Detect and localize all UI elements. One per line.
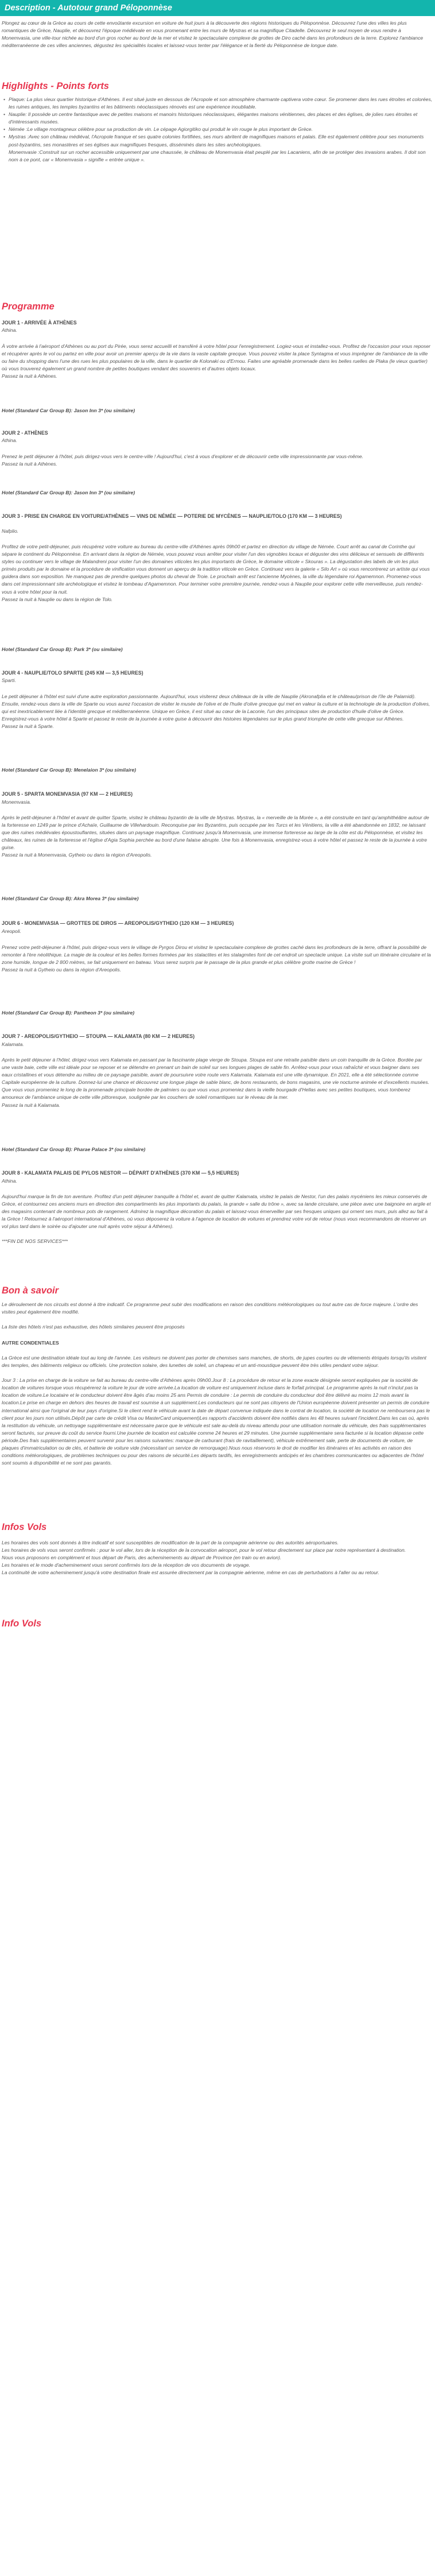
highlight-item: • Némée :Le village montagneux célèbre pour sa production de vin. Le cépage Agiorgitiko qui produit le vin rouge le plus important de Grèce. [9,126,434,133]
day-hotel: Hotel (Standard Car Group B): Pharae Palace 3* (ou similaire) [2,1146,146,1152]
day-hotel: Hotel (Standard Car Group B): Akra Morea 3* (ou similaire) [2,896,139,901]
highlight-item: • Nauplie: Il possède un centre fantastique avec de petites maisons et manoirs historiques néoclassiques, élégantes maisons vénitiennes, des places et des églises, de jolies rues étroites et d'intéressants musées. [9,111,434,126]
day-hotel: Hotel (Standard Car Group B): Pantheon 3* (ou similaire) [2,1010,135,1016]
day-description: Profitez de votre petit-déjeuner, puis récupérez votre voiture au bureau du centre-ville d'Athènes après 09h00 et partez en direction du village de Némée. Court arrêt au canal de Corinthe qui sépare le continent du Péloponnèse. En arrivant dans la région de Némée, vous pouvez vous arrêter pour visiter l'un des vignobles locaux et déguster des vins délicieux et sensuels de différents styles ou continuer vers le village de Malandreni pour visiter l'un des domaines viticoles les plus importants de Grèce, le domaine viticole « Skouras ». La dégustation des labels de vin les plus primés produits par le domaine et la procédure de vinification vous donnent un aperçu de la tradition viticole en Grèce. Continuez vers la galerie « Silo Art » où vous rencontrerez un artiste qui vous guidera dans son exposition. Ne manquez pas de prendre quelques photos du cheval de Troie. Le prochain arrêt est l'ancienne Mycènes, la ville du légendaire roi Agamemnon. Promenez-vous dans cet impressionnant site archéologique et visitez le tombeau d'Agamemnon. Pour terminer votre première journée, rendez-vous à Nauplie pour explorer cette ville merveilleuse, puis rendez-vous à votre hôtel pour la nuit. Passez la nuit à Nauplie ou dans la région de Tolo. [2,544,430,602]
highlights-title: Highlights - Points forts [2,81,109,91]
day-description: Prenez votre petit-déjeuner à l'hôtel, puis dirigez-vous vers le village de Pyrgos Dirou et visitez le spectaculaire complexe de grottes caché dans les profondeurs de la terre, offrant la possibilité de remonter à l'ère néolithique. La magie de la couleur et les belles formes formées par les stalactites et les stalagmites font de cet endroit un spectacle unique. La visite suit un itinéraire circulaire et la zone humide, longue de 2 800 mètres, se fait uniquement en bateau. Vous serez surpris par le passage de la plus grande et plus célèbre grotte marine de Grèce ! Passez la nuit à Gytheio ou dans la région d'Areopolis. [2,944,431,973]
day-hotel: Hotel (Standard Car Group B): Jason Inn 3* (ou similaire) [2,490,135,495]
day-description: Après le petit déjeuner à l'hôtel, dirigez-vous vers Kalamata en passant par la fascinante plage vierge de Stoupa. Stoupa est une retraite paisible dans un coin tranquille de la Grèce. Bordée par une vaste baie, cette ville est idéale pour se reposer et se détendre en prenant un bain de soleil sur ses longues plages de sable fin. Arrêtez-vous pour vous rafraîchir et vous baigner dans ses eaux cristallines et vous détendre au milieu de ce paysage paisible, avant de poursuivre votre route vers Kalamata. Kalamata est une ville dynamique. En 2021, elle a été sélectionnée comme Capitale européenne de la culture. Donnez-lui une chance et découvrez une longue plage de sable blanc, de bons restaurants, de bons magasins, une vie nocturne animée et d'excellents musées. Que vous vous promeniez le long de la promenade principale bordée de palmiers ou que vous vous promeniez dans la vieille bourgade d'Hellas avec ses petites boutiques, vous tomberez amoureux de l'ambiance unique de cette ville pittoresque, soulignée par les couchers de soleil romantiques sur le réveau de la mer. Passez la nuit à Kalamata. [2,1057,430,1108]
day-title: JOUR 2 - ATHÈNES [2,430,48,436]
highlight-item: Monemvasie :Construit sur un rocher accessible uniquement par une chaussée, le château de Monemvasia était peuplé par les Lacaniens, afin de se protéger des invasions arabes. Il doit son nom à ce pont, car « Monemvasia » signifie « entrée unique ». [9,149,426,162]
day-city: Monemvasia. [2,799,32,805]
day-city: Sparti. [2,677,16,683]
intro-paragraph: Plongez au cœur de la Grèce au cours de cette envoûtante excursion en voiture de huit jours à la découverte des régions historiques du Péloponnèse. Découvrez l'une des villes les plus romantiques de Grèce, Nauplie, et découvrez l'époque médiévale en vous promenant entre les murs de Mystras et sa magnifique Citadelle. Découvrez le seul moyen de vous rendre à Monemvasia, une ville-tour nichée au bord d'un gros rocher au bord de la mer et visitez le spectaculaire complexe de grottes de Diro caché dans les profondeurs de la terre. Explorez l'ambiance méditerranéenne de ces villes anciennes, dégustez les spécialités locales et laissez-vous tenter par l'élégance et la fierté du Péloponnèse de longue date. [2,20,424,49]
day-city: Athina. [2,437,17,443]
infos-vols-text: Les horaires des vols sont donnés à titre indicatif et sont susceptibles de modification de la part de la compagnie aérienne ou des autorités aéroportuaires. Les horaires de vols vous seront confirmés : pour le vol aller, lors de la réception de la convocation aéroport, pour le vol retour directement sur place par notre représentant à destination. Nous vous proposons en complément et tous départ de Paris, des acheminements au départ de Province (en train ou en avion). Les horaires et le mode d'acheminement vous seront confirmés lors de la réception de vos documents de voyage. La continuité de votre acheminement jusqu'à votre destination finale est assurée directement par la compagnie aérienne, même en cas de perturbations à l'aller ou au retour. [2,1540,406,1576]
bon-a-savoir-intro: Le déroulement de nos circuits est donné à titre indicatif. Ce programme peut subir des modifications en raison des conditions météorologiques ou tout autre cas de force majeure. L'ordre des visites peut également être modifié. La liste des hôtels n'est pas exhaustive, des hôtels similaires peuvent être proposés [2,1301,418,1330]
infos-vols-title: Infos Vols [2,1522,47,1532]
description-banner [0,0,435,16]
day-city: Areopoli. [2,928,21,934]
programme-title: Programme [2,301,55,312]
day-description: Après le petit-déjeuner à l'hôtel et avant de quitter Sparte, visitez le château byzantin de la ville de Mystras. Mystras, la « merveille de la Morée », a été construite en tant qu'amphithéâtre autour de la forteresse en 1249 par le prince d'Achaïe, Guillaume de Villehardouin. Reconquise par les Byzantins, puis occupée par les Turcs et les Vénitiens, la ville a été abandonnée en 1832, ne laissant que des ruines médiévales époustouflantes, situées dans un paysage magnifique. Continuez jusqu'à Monemvasia, une immense forteresse au large de la côte est du Péloponnèse, et visitez les châteaux, les ruines de la forteresse et l'église d'Agia Sophia perchée au bord d'une falaise abrupte. Une fois à Monemvasia, enregistrez-vous à votre hôtel et passez le reste de la journée à votre guise. Passez la nuit à Monemvasia, Gytheio ou dans la région d'Areopolis. [2,815,429,858]
day-hotel: Hotel (Standard Car Group B): Menelaion 3* (ou similaire) [2,767,136,773]
day-title: JOUR 7 - AREOPOLIS/GYTHEIO — STOUPA — KALAMATA (80 KM — 2 HEURES) [2,1033,195,1039]
day-city: Athina. [2,1178,17,1184]
day-description: À votre arrivée à l'aéroport d'Athènes ou au port du Pirée, vous serez accueilli et transféré à votre hôtel pour l'enregistrement. Logiez-vous et installez-vous. Profitez de l'occasion pour vous reposer et récupérer après le vol ou partez en ville pour avoir un premier aperçu de la vie dans la vaste capitale grecque. Vous pouvez visiter la place Syntagma et vous imprégner de l'ambiance de la ville ou faire du shopping dans l'une des rues les plus populaires de la ville, dans le quartier de Kolonaki ou d'Ermou. Faites une agréable promenade dans les belles ruelles de Plaka (le vieux quartier) où vous trouverez également un grand nombre de petites boutiques vendant des souvenirs et d'autres objets locaux. Passez la nuit à Athènes. [2,343,430,379]
day-title: JOUR 5 - SPARTA MONEMVASIA (97 KM — 2 HEURES) [2,791,133,797]
highlights-list [2,96,434,164]
highlight-item: • Plaque: La plus vieux quartier historique d'Athènes. Il est situé juste en dessous de l'Acropole et son atmosphère charmante captivera votre cœur. Se promener dans les rues étroites et colorées, les ruines antiques, les temples byzantins et les bâtiments néoclassiques rénovés est une expérience inoubliable. [9,96,434,111]
day-title: JOUR 8 - KALAMATA PALAIS DE PYLOS NESTOR — DÉPART D'ATHÈNES (370 KM — 5,5 HEURES) [2,1170,239,1176]
day-city: Nafplio. [2,528,19,534]
day-description: Le petit déjeuner à l'hôtel est suivi d'une autre exploration passionnante. Aujourd'hui, vous visiterez deux châteaux de la ville de Nauplie (Akronafplia et le château/prison de l'île de Palamidi). Ensuite, rendez-vous dans la ville de Sparte ou vous aurez l'occasion de visiter le musée de l'olive et de l'huile d'olive grecque qui met en valeur la culture et la technologie de la production d'olives, qui est inextricablement liée à l'identité grecque et méditerranéenne. Unique en Grèce, il est situé au cœur de la Laconie, l'un des principaux sites de production d'huile d'olive de Grèce. Enregistrez-vous à votre hôtel à Sparte et passez le reste de la journée à votre guise à découvrir des histoires légendaires sur le plus grand triomphe de cette ville grecque sur Athènes. Passez la nuit à Sparte. [2,694,430,730]
day-title: JOUR 4 - NAUPLIE/TOLO SPARTE (245 KM — 3,5 HEURES) [2,670,143,676]
highlight-item: • Mystras :Avec son château médiéval, l'Acropole franque et ses quatre colonies fortifiées, ses murs abritent de magnifiques maisons et palais. Elle est également célèbre pour ses monuments post-byzantins, ses monastères et ses églises aux magnifiques fresques, disséminés dans les sites archéologiques. [9,133,434,148]
day-city: Athina. [2,327,17,333]
day-hotel: Hotel (Standard Car Group B): Jason Inn 3* (ou similaire) [2,408,135,413]
page-title: Description - Autotour grand Péloponnèse [5,3,172,13]
info-vols-title: Info Vols [2,1618,42,1629]
day-description: Prenez le petit déjeuner à l'hôtel, puis dirigez-vous vers le centre-ville ! Aujourd'hui, c'est à vous d'explorer et de découvrir cette ville impressionnante par vous-même. Passez la nuit à Athènes. [2,454,364,467]
day-hotel: Hotel (Standard Car Group B): Park 3* (ou similaire) [2,646,123,652]
day-description: Aujourd'hui marque la fin de ton aventure. Profitez d'un petit déjeuner tranquille à l'hôtel et, avant de quitter Kalamata, visitez le palais de Nestor, l'un des palais mycéniens les mieux conservés de Grèce, et contournez ces anciens murs en direction des compartiments les plus importants du palais, la grande « salle du trône », avec sa lande circulaire, une pièce avec une baignoire en argile et des magasins contenant de nombreux pots de rangement. Admirez la magnifique décoration du palais et laissez-vous émerveiller par ses fresques uniques qui ornent ses murs, puis allez au fait à la Grèce ! Retournez à l'aéroport international d'Athènes, où vous déposerez la voiture à l'agence de location de voitures et prendrez votre vol de retour (nous vous recommandons de réserver un vol plus tard dans le soirée ou d'ajouter une nuit après votre séjour à Athènes). ***FIN DE NOS SERVICES*** [2,1194,431,1245]
day-city: Kalamata. [2,1041,24,1047]
day-title: JOUR 3 - PRISE EN CHARGE EN VOITURE/ATHÈNES — VINS DE NÉMÉE — POTERIE DE MYCÈNES — NAUPLIE/TOLO (170 KM — 3 HEURES) [2,513,342,519]
conditions-text: La Grèce est une destination idéale tout au long de l'année. Les visiteurs ne doivent pas porter de chemises sans manches, de shorts, de jupes courtes ou de vêtements étriqués lorsqu'ils visitent des temples, des bâtiments religieux ou officiels. Une protection solaire, des lunettes de soleil, un chapeau et un anti-moustique peuvent être très utiles pendant votre séjour. Jour 3 : La prise en charge de la voiture se fait au bureau du centre-ville d'Athènes après 09h00.Jour 8 : La procédure de retour et la zone exacte désignée seront expliquées par la société de location de voitures lorsque vous récupérerez la voiture le jour de votre arrivée.La location de voiture est uniquement incluse dans le forfait principal. Le programme après la nuit n'inclut pas la location de voiture.Le locataire et le conducteur doivent être âgés d'au moins 25 ans Permis de conduire : Le permis de conduire du conducteur doit être délivré au moins 12 mois avant la location.Le prise en charge en dehors des heures de travail est soumise à un supplément.Les conducteurs qui ne sont pas citoyens de l'Union européenne doivent présenter un permis de conduire international ainsi que l'original de leur pays d'origine.Si le client rend le véhicule avant la date de départ convenue indiquée dans le contrat de location, la société de location ne remboursera pas le client pour les jours non utilisés.Dépôt par carte de crédit Visa ou MasterCard uniquement)Les rapports d'accidents doivent être notifiés dans les 48 heures suivant l'incident.Dans les cas où, après la restitution du véhicule, un nettoyage supplémentaire est nécessaire parce que le véhicule est sale au-delà du niveau attendu pour une utilisation normale du véhicule, des frais supplémentaires seront facturés, sur preuve du coût du service fourni.Une journée de location est calculée comme 24 heures et 29 minutes. Une journée supplémentaire sera facturée si la location dépasse cette période.Des frais supplémentaires peuvent survenir pour les raisons suivantes: manque de carburant (frais de ravitaillement), véhicule extrêmement sale, perte de documents de voiture, de plaques d'immatriculation ou de clés, et batterie de voiture vide (nécessitant un service de remorquage).Nous nous réservons le droit de modifier les itinéraires et les activités en raison des conditions météorologiques, de problèmes techniques ou pour des raisons de sécurité.Les départs tardifs, les enregistrements anticipés et les chambres communicantes ou adjacentes de l'hôtel sont soumis à disponibilité et ne sont pas garantis. [2,1355,430,1466]
day-title: JOUR 1 - ARRIVÉE À ATHÈNES [2,320,77,326]
conditions-label: AUTRE CONDENTIALES [2,1340,59,1346]
day-title: JOUR 6 - MONEMVASIA — GROTTES DE DIROS — AREOPOLIS/GYTHEIO (120 KM — 3 HEURES) [2,920,234,926]
bon-a-savoir-title: Bon à savoir [2,1285,59,1296]
